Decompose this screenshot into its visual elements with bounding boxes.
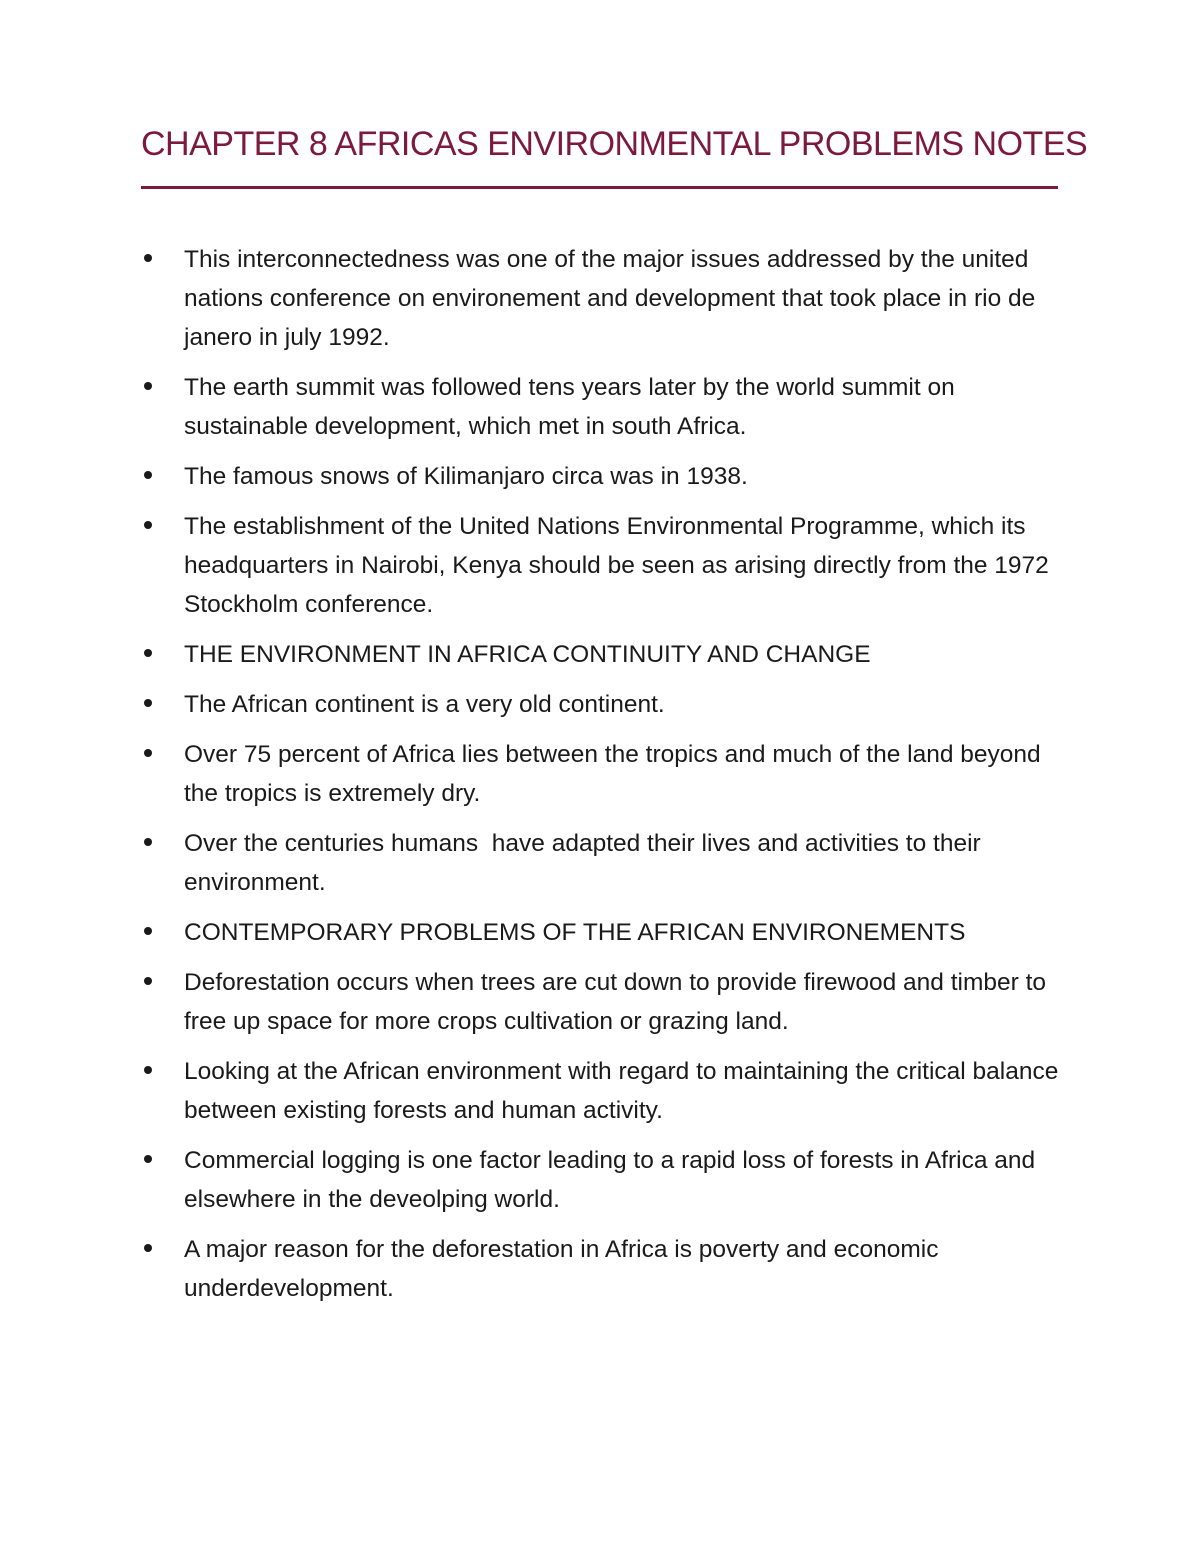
disc-bullet-icon [144,977,152,985]
list-item [141,240,1061,357]
list-item [141,457,1061,496]
list-item [141,913,1061,952]
disc-bullet-icon [144,1066,152,1074]
page-title: CHAPTER 8 AFRICAS ENVIRONMENTAL PROBLEMS NOTES [141,125,1088,163]
list-item [141,1230,1061,1308]
note-text: This interconnectedness was one of the major issues addressed by the united nations conference on environement and development that took place in rio de janero in july 1992. [184,246,1036,351]
disc-bullet-icon [144,382,152,390]
disc-bullet-icon [144,749,152,757]
list-item [141,1141,1061,1219]
list-item [141,1052,1061,1130]
note-text: Over 75 percent of Africa lies between the tropics and much of the land beyond the tropics is extremely dry. [184,741,1041,807]
note-text: Commercial logging is one factor leading to a rapid loss of forests in Africa and elsewhere in the deveolping world. [184,1147,1036,1213]
disc-bullet-icon [144,254,152,262]
note-text: The famous snows of Kilimanjaro circa was in 1938. [184,463,748,490]
disc-bullet-icon [144,649,152,657]
note-text: CONTEMPORARY PROBLEMS OF THE AFRICAN ENVIRONEMENTS [184,919,966,946]
note-text: A major reason for the deforestation in Africa is poverty and economic underdevelopment. [184,1236,939,1302]
disc-bullet-icon [144,471,152,479]
note-text: Looking at the African environment with regard to maintaining the critical balance between existing forests and human activity. [184,1058,1059,1124]
note-text: The African continent is a very old continent. [184,691,665,718]
title-underline-divider [141,186,1058,189]
disc-bullet-icon [144,838,152,846]
list-item [141,685,1061,724]
list-item [141,635,1061,674]
disc-bullet-icon [144,699,152,707]
note-text: The earth summit was followed tens years later by the world summit on sustainable development, which met in south Africa. [184,374,955,440]
notes-list [141,240,1061,1319]
list-item [141,507,1061,624]
list-item [141,368,1061,446]
list-item [141,824,1061,902]
disc-bullet-icon [144,521,152,529]
disc-bullet-icon [144,1155,152,1163]
note-text: Deforestation occurs when trees are cut down to provide firewood and timber to free up space for more crops cultivation or grazing land. [184,969,1047,1035]
list-item [141,735,1061,813]
list-item [141,963,1061,1041]
note-text: Over the centuries humans have adapted their lives and activities to their environment. [184,830,988,896]
note-text: The establishment of the United Nations Environmental Programme, which its headquarters in Nairobi, Kenya should be seen as arising directly from the 1972 Stockholm conference. [184,513,1049,618]
disc-bullet-icon [144,1244,152,1252]
disc-bullet-icon [144,927,152,935]
note-text: THE ENVIRONMENT IN AFRICA CONTINUITY AND CHANGE [184,641,871,668]
